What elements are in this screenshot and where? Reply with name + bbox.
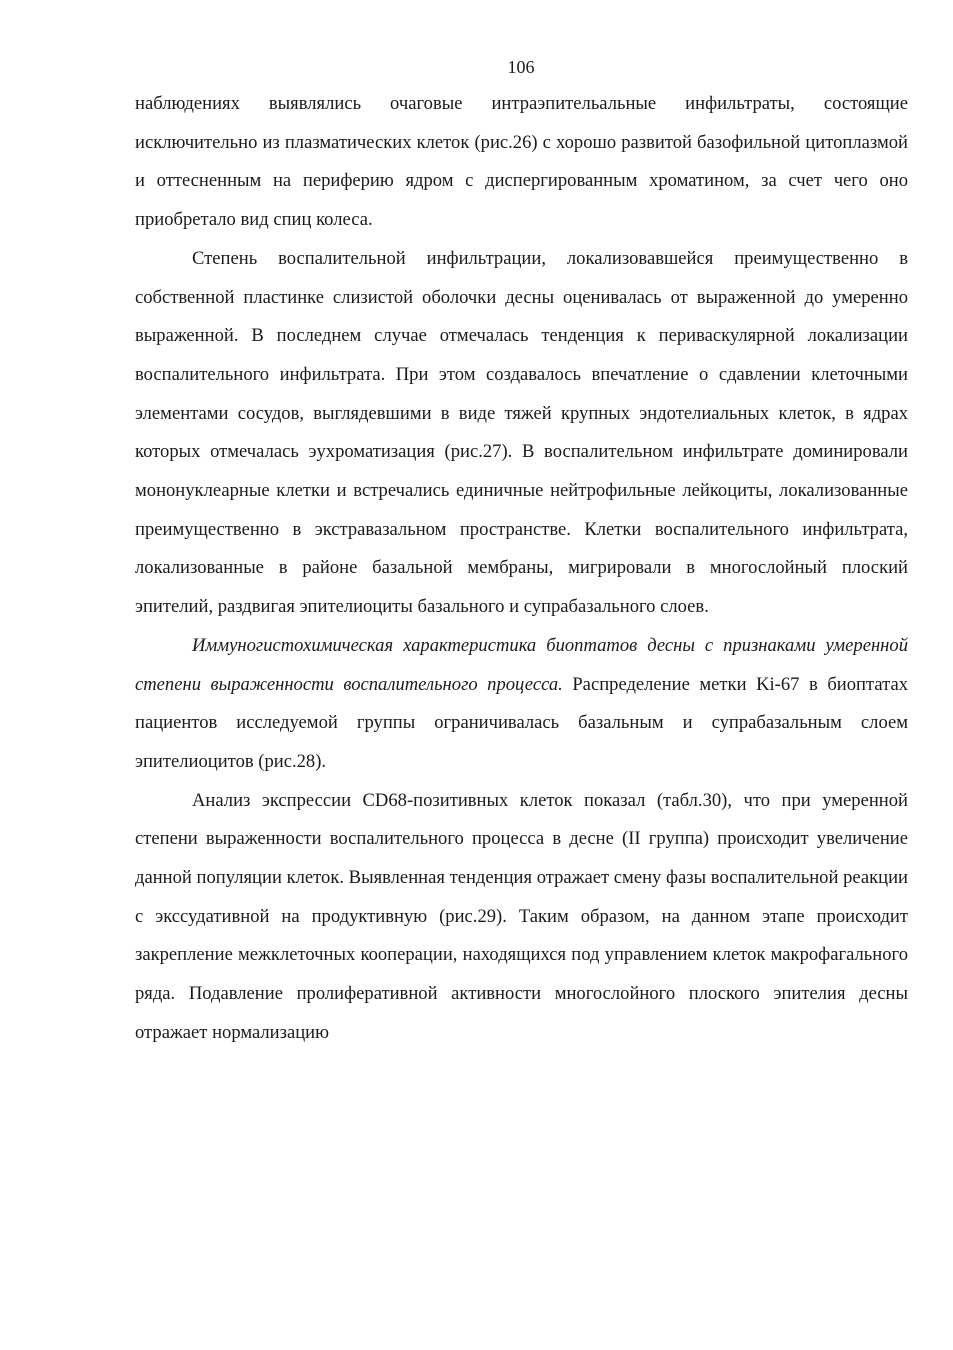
paragraph-cd68-analysis: Анализ экспрессии CD68-позитивных клеток показал (табл.30), что при умеренной степени выраженности воспалительного процесса в десне (II группа) происходит увеличение данной популяции клеток. Выявленная тенденция отражает смену фазы воспалительной реакции с экссудативной на продуктивную (рис.29). Таким образом, на данном этапе происходит закрепление межклеточных кооперации, находящихся под управлением клеток макрофагального ряда. Подавление пролиферативной активности многослойного плоского эпителия десны отражает нормализацию xyxy=(135,789,908,1043)
page-number: 106 xyxy=(507,57,535,77)
paragraph-immunohistochemistry xyxy=(135,627,908,782)
paragraph-inflammatory-infiltration: Степень воспалительной инфильтрации, локализовавшейся преимущественно в собственной пластинке слизистой оболочки десны оценивалась от выраженной до умеренно выраженной. В последнем случае отмечалась тенденция к периваскулярной локализации воспалительного инфильтрата. При этом создавалось впечатление о сдавлении клеточными элементами сосудов, выглядевшими в виде тяжей крупных эндотелиальных клеток, в ядрах которых отмечалась эухроматизация (рис.27). В воспалительном инфильтрате доминировали мононуклеарные клетки и встречались единичные нейтрофильные лейкоциты, локализованные преимущественно в экстравазальном пространстве. Клетки воспалительного инфильтрата, локализованные в районе базальной мембраны, мигрировали в многослойный плоский эпителий, раздвигая эпителиоциты базального и супрабазального слоев. xyxy=(135,247,908,618)
section-heading-italic: Иммуногистохимическая характеристика биоптатов десны с признаками умеренной степени выраженности воспалительного процесса. xyxy=(135,634,908,695)
paragraph-continuation: наблюдениях выявлялись очаговые интраэпительальные инфильтраты, состоящие исключительно из плазматических клеток (рис.26) с хорошо развитой базофильной цитоплазмой и оттесненным на периферию ядром с диспергированным хроматином, за счет чего оно приобретало вид спиц колеса. xyxy=(135,93,908,231)
document-body xyxy=(135,85,908,1053)
paragraph-ki67-text: Распределение метки Ki-67 в биоптатах пациентов исследуемой группы ограничивалась базальным и супрабазальным слоем эпителиоцитов (рис.28). xyxy=(135,673,909,772)
